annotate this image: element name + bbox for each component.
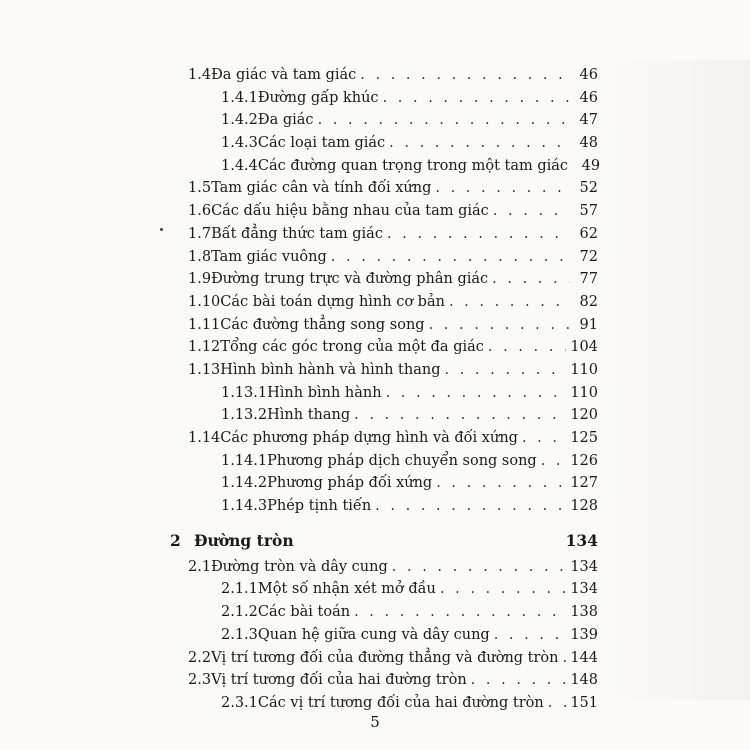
section-title: Phương pháp đối xứng xyxy=(267,475,433,492)
page-number: 5 xyxy=(370,713,380,731)
toc-entry xyxy=(188,404,598,427)
dot-leader xyxy=(331,246,570,269)
section-number: 2.2 xyxy=(188,649,212,666)
page-reference: 134 xyxy=(570,581,598,598)
page-reference: 46 xyxy=(579,67,598,83)
dot-leader xyxy=(436,472,566,495)
dot-leader xyxy=(389,132,570,155)
toc-entry xyxy=(188,669,598,692)
toc-entry xyxy=(188,64,598,87)
page-reference: 46 xyxy=(579,89,598,106)
page-reference: 139 xyxy=(570,626,598,643)
section-title: Các dấu hiệu bằng nhau của tam giác xyxy=(211,203,489,220)
dot-leader xyxy=(492,268,570,291)
toc-entry xyxy=(188,359,598,382)
section-number: 2.1.3 xyxy=(221,626,258,643)
dot-leader xyxy=(318,109,570,132)
dot-leader xyxy=(387,223,570,246)
page-reference: 128 xyxy=(570,498,598,515)
section-title: Đường tròn xyxy=(194,530,294,550)
page-reference: 126 xyxy=(570,452,598,469)
section-number: 1.7 xyxy=(188,225,212,242)
page-reference: 48 xyxy=(579,135,598,152)
section-number: 1.4.4 xyxy=(221,157,258,174)
page-reference: 127 xyxy=(570,475,598,492)
section-number: 1.14.1 xyxy=(221,452,268,469)
toc-entry xyxy=(188,291,598,314)
page-reference: 52 xyxy=(579,180,598,197)
ink-speck xyxy=(160,228,163,231)
page-reference: 82 xyxy=(579,293,598,310)
page-reference: 148 xyxy=(570,672,598,689)
toc-entry xyxy=(188,314,598,337)
table-of-contents xyxy=(170,64,601,715)
dot-leader xyxy=(354,601,566,624)
section-title: Phương pháp dịch chuyển song song xyxy=(267,452,537,469)
dot-leader xyxy=(375,495,566,518)
toc-entry xyxy=(188,472,598,495)
section-number: 1.4 xyxy=(188,67,212,83)
section-number: 1.13 xyxy=(188,361,221,378)
section-number: 2.3.1 xyxy=(221,694,258,711)
page-reference: 72 xyxy=(579,248,598,265)
page-reference: 77 xyxy=(579,271,598,288)
dot-leader xyxy=(494,624,567,647)
dot-leader xyxy=(383,87,570,110)
toc-entry xyxy=(188,601,598,624)
dot-leader xyxy=(444,359,566,382)
dot-leader xyxy=(493,200,570,223)
toc-entry xyxy=(188,200,598,223)
section-title: Quan hệ giữa cung và dây cung xyxy=(257,626,490,643)
section-number: 1.13.1 xyxy=(221,384,268,401)
page-reference: 151 xyxy=(570,694,598,711)
section-number: 2.3 xyxy=(188,672,212,689)
toc-entry xyxy=(188,692,598,715)
section-title: Các đường thẳng song song xyxy=(220,316,425,333)
toc-entry xyxy=(188,155,601,178)
dot-leader xyxy=(488,336,566,359)
page-reference: 57 xyxy=(579,203,598,220)
page-reference: 47 xyxy=(579,112,598,129)
dot-leader xyxy=(449,291,570,314)
dot-leader xyxy=(354,404,566,427)
bleed-through-shadow xyxy=(600,60,750,700)
toc-entry xyxy=(188,268,598,291)
dot-leader xyxy=(522,427,566,450)
section-title: Các bài toán dựng hình cơ bản xyxy=(220,293,445,310)
section-number: 2.1.1 xyxy=(221,581,258,598)
section-title: Hình bình hành xyxy=(267,384,382,401)
chapter-entry xyxy=(170,529,598,553)
toc-entry xyxy=(188,246,598,269)
section-title: Đường trung trực và đường phân giác xyxy=(211,271,489,288)
section-number: 2 xyxy=(170,530,181,550)
toc-entry xyxy=(188,382,598,405)
section-number: 2.1.2 xyxy=(221,604,258,621)
page-reference: 91 xyxy=(579,316,598,333)
section-number: 1.6 xyxy=(188,203,212,220)
dot-leader xyxy=(548,692,567,715)
page-reference: 49 xyxy=(581,157,601,174)
dot-leader xyxy=(435,177,570,200)
section-title: Hình thang xyxy=(267,407,351,424)
section-number: 1.4.1 xyxy=(221,89,258,106)
dot-leader xyxy=(440,578,566,601)
section-title: Các vị trí tương đối của hai đường tròn xyxy=(257,694,544,711)
section-title: Một số nhận xét mở đầu xyxy=(257,581,436,598)
toc-entry xyxy=(188,109,598,132)
section-title: Các đường quan trọng trong một tam giác xyxy=(257,157,569,174)
page-reference: 134 xyxy=(565,530,598,550)
dot-leader xyxy=(392,556,567,579)
toc-entry xyxy=(188,578,598,601)
page-reference: 110 xyxy=(570,361,598,378)
page-reference: 125 xyxy=(570,430,598,446)
section-title: Đa giác xyxy=(257,112,314,129)
section-number: 1.11 xyxy=(188,316,221,333)
page-reference: 110 xyxy=(570,384,598,401)
dot-leader xyxy=(429,314,570,337)
section-title: Vị trí tương đối của đường thẳng và đường tròn xyxy=(211,649,559,666)
section-title: Phép tịnh tiến xyxy=(267,498,372,515)
section-number: 1.4.3 xyxy=(221,135,258,152)
dot-leader xyxy=(386,382,567,405)
section-title: Đường gấp khúc xyxy=(257,89,379,106)
section-number: 1.13.2 xyxy=(221,407,268,424)
page-reference: 104 xyxy=(570,339,598,356)
page-reference: 138 xyxy=(570,604,598,621)
section-title: Các bài toán xyxy=(257,604,351,621)
toc-entry xyxy=(188,556,598,579)
section-title: Đa giác và tam giác xyxy=(211,67,357,83)
page-reference: 144 xyxy=(570,649,598,666)
toc-entry xyxy=(188,450,598,473)
section-title: Tam giác vuông xyxy=(211,248,327,265)
page-reference: 134 xyxy=(570,558,598,575)
section-number: 1.12 xyxy=(188,339,221,356)
section-number: 2.1 xyxy=(188,558,212,575)
dot-leader xyxy=(360,64,570,87)
toc-entry xyxy=(188,647,598,670)
section-number: 1.14.2 xyxy=(221,475,268,492)
toc-entry xyxy=(188,177,598,200)
toc-entry xyxy=(188,427,598,450)
dot-leader xyxy=(563,647,567,670)
section-title: Các loại tam giác xyxy=(257,135,386,152)
section-number: 1.10 xyxy=(188,293,221,310)
page-reference: 62 xyxy=(579,225,598,242)
section-title: Tổng các góc trong của một đa giác xyxy=(220,339,484,356)
section-title: Đường tròn và dây cung xyxy=(211,558,388,575)
section-title: Các phương pháp dựng hình và đối xứng xyxy=(220,430,518,446)
toc-entry xyxy=(188,336,598,359)
section-title: Hình bình hành và hình thang xyxy=(220,361,441,378)
toc-entry xyxy=(188,132,598,155)
section-number: 1.9 xyxy=(188,271,212,288)
toc-entry xyxy=(188,495,598,518)
toc-entry xyxy=(188,624,598,647)
section-number: 1.5 xyxy=(188,180,212,197)
section-title: Tam giác cân và tính đối xứng xyxy=(211,180,432,197)
section-number: 1.14.3 xyxy=(221,498,268,515)
toc-entry xyxy=(188,87,598,110)
dot-leader xyxy=(471,669,567,692)
section-title: Bất đẳng thức tam giác xyxy=(211,225,383,242)
section-number: 1.8 xyxy=(188,248,212,265)
toc-entry xyxy=(188,223,598,246)
dot-leader xyxy=(541,450,567,473)
section-number: 1.4.2 xyxy=(221,112,258,129)
section-number: 1.14 xyxy=(188,430,221,446)
page-reference: 120 xyxy=(570,407,598,424)
section-title: Vị trí tương đối của hai đường tròn xyxy=(211,672,467,689)
